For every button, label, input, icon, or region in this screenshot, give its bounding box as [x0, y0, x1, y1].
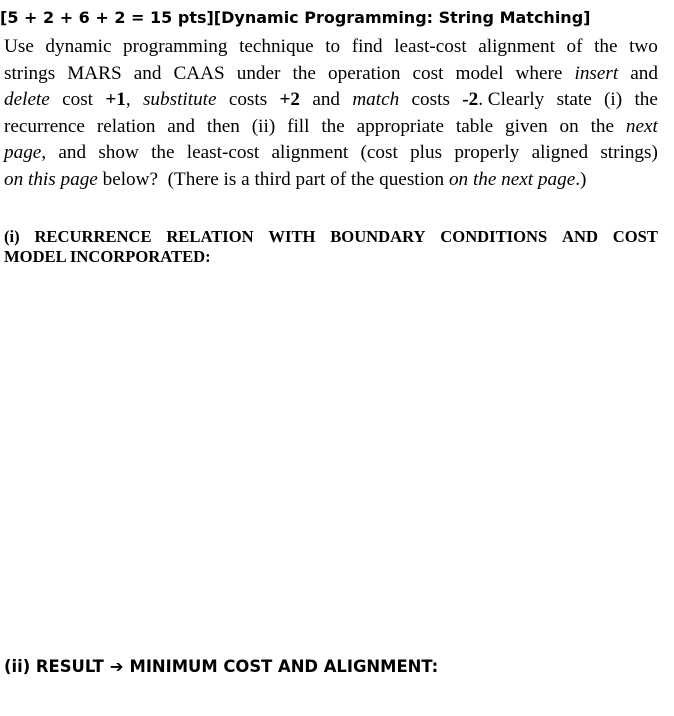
word: dynamic: [45, 36, 112, 57]
word: then: [206, 115, 240, 137]
word: plus: [410, 142, 443, 163]
punct: ,: [41, 142, 47, 163]
word: recurrence: [4, 115, 85, 137]
word: fill: [287, 115, 310, 137]
question-text: [4, 34, 658, 193]
word: cost: [412, 62, 444, 84]
word: of: [566, 36, 583, 57]
word: where: [515, 62, 563, 84]
question-line-3: [4, 87, 658, 114]
question-line-5: [4, 140, 658, 167]
delete-term: delete: [4, 89, 50, 110]
part-i-line-1: [4, 227, 658, 247]
question-header: [5 + 2 + 6 + 2 = 15 pts][Dynamic Programming: String Matching]: [0, 8, 591, 27]
word: the: [634, 89, 658, 110]
word: show: [98, 142, 139, 163]
word: alignment: [478, 36, 555, 57]
answer-area-part-i[interactable]: [4, 275, 658, 645]
word: the: [594, 36, 618, 57]
part-ii-suffix: MINIMUM COST AND ALIGNMENT:: [129, 657, 439, 676]
italic-phrase: on this page: [4, 168, 98, 190]
word: two: [629, 36, 658, 57]
insert-delete-cost: +1: [105, 89, 126, 110]
word: table: [455, 115, 494, 137]
word: operation: [328, 62, 401, 84]
word: under: [236, 62, 281, 84]
italic-word: page: [4, 142, 42, 163]
word: state: [556, 89, 592, 110]
word: least-cost: [394, 36, 467, 57]
question-line-4: [4, 114, 658, 141]
text-run: .): [575, 168, 587, 190]
match-cost: -2: [462, 89, 479, 110]
right-arrow-icon: ➔: [109, 657, 124, 676]
word: least-cost: [186, 142, 260, 163]
word: WITH: [268, 227, 316, 246]
part-i-line-2: MODEL INCORPORATED:: [4, 247, 211, 266]
word: the: [590, 115, 615, 137]
word: and: [167, 115, 195, 137]
word: the: [151, 142, 175, 163]
word: RECURRENCE: [34, 227, 152, 246]
word: BOUNDARY: [330, 227, 426, 246]
word: the: [321, 115, 345, 137]
word: AND: [562, 227, 598, 246]
word: appropriate: [356, 115, 445, 137]
match-term: match: [352, 89, 400, 110]
word: costs: [228, 89, 268, 110]
word: programming: [123, 36, 228, 57]
word: model: [455, 62, 504, 84]
word: on: [559, 115, 579, 137]
part-i-heading: [4, 227, 658, 267]
word: (ii): [251, 115, 276, 137]
word: find: [351, 36, 383, 57]
word: the: [292, 62, 316, 84]
word: to: [325, 36, 341, 57]
word: Use: [4, 36, 34, 57]
word: technique: [239, 36, 314, 57]
word: and: [312, 89, 341, 110]
text-run: below? (There is a third part of the question: [97, 168, 449, 190]
word: alignment: [271, 142, 349, 163]
word: strings): [600, 142, 658, 163]
word: strings: [4, 62, 56, 84]
word: COST: [612, 227, 658, 246]
part-ii-prefix: (ii) RESULT: [4, 657, 104, 676]
question-line-6: [4, 167, 658, 194]
substitute-term: substitute: [142, 89, 217, 110]
word: and: [58, 142, 87, 163]
word: (i): [4, 227, 20, 246]
word: [4, 140, 46, 167]
question-line-2: [4, 61, 658, 88]
word: [105, 87, 130, 114]
word: aligned: [531, 142, 589, 163]
question-line-1: [4, 34, 658, 61]
word: and: [630, 62, 658, 84]
word: given: [505, 115, 548, 137]
insert-term: insert: [574, 62, 619, 84]
word: CONDITIONS: [440, 227, 548, 246]
substitute-cost: +2: [279, 89, 301, 110]
italic-phrase: on the next page: [448, 168, 576, 190]
part-ii-heading: [4, 657, 438, 676]
word: (i): [604, 89, 623, 110]
word: (cost: [360, 142, 398, 163]
word: costs: [411, 89, 450, 110]
word: cost: [62, 89, 94, 110]
word: and: [133, 62, 162, 84]
word: . Clearly: [478, 89, 545, 110]
word: properly: [454, 142, 520, 163]
string-mars: MARS: [67, 62, 122, 84]
word: [462, 87, 544, 114]
italic-word: next: [625, 115, 658, 137]
word: relation: [96, 115, 156, 137]
punct: ,: [125, 89, 131, 110]
string-caas: CAAS: [173, 62, 225, 84]
word: RELATION: [166, 227, 254, 246]
